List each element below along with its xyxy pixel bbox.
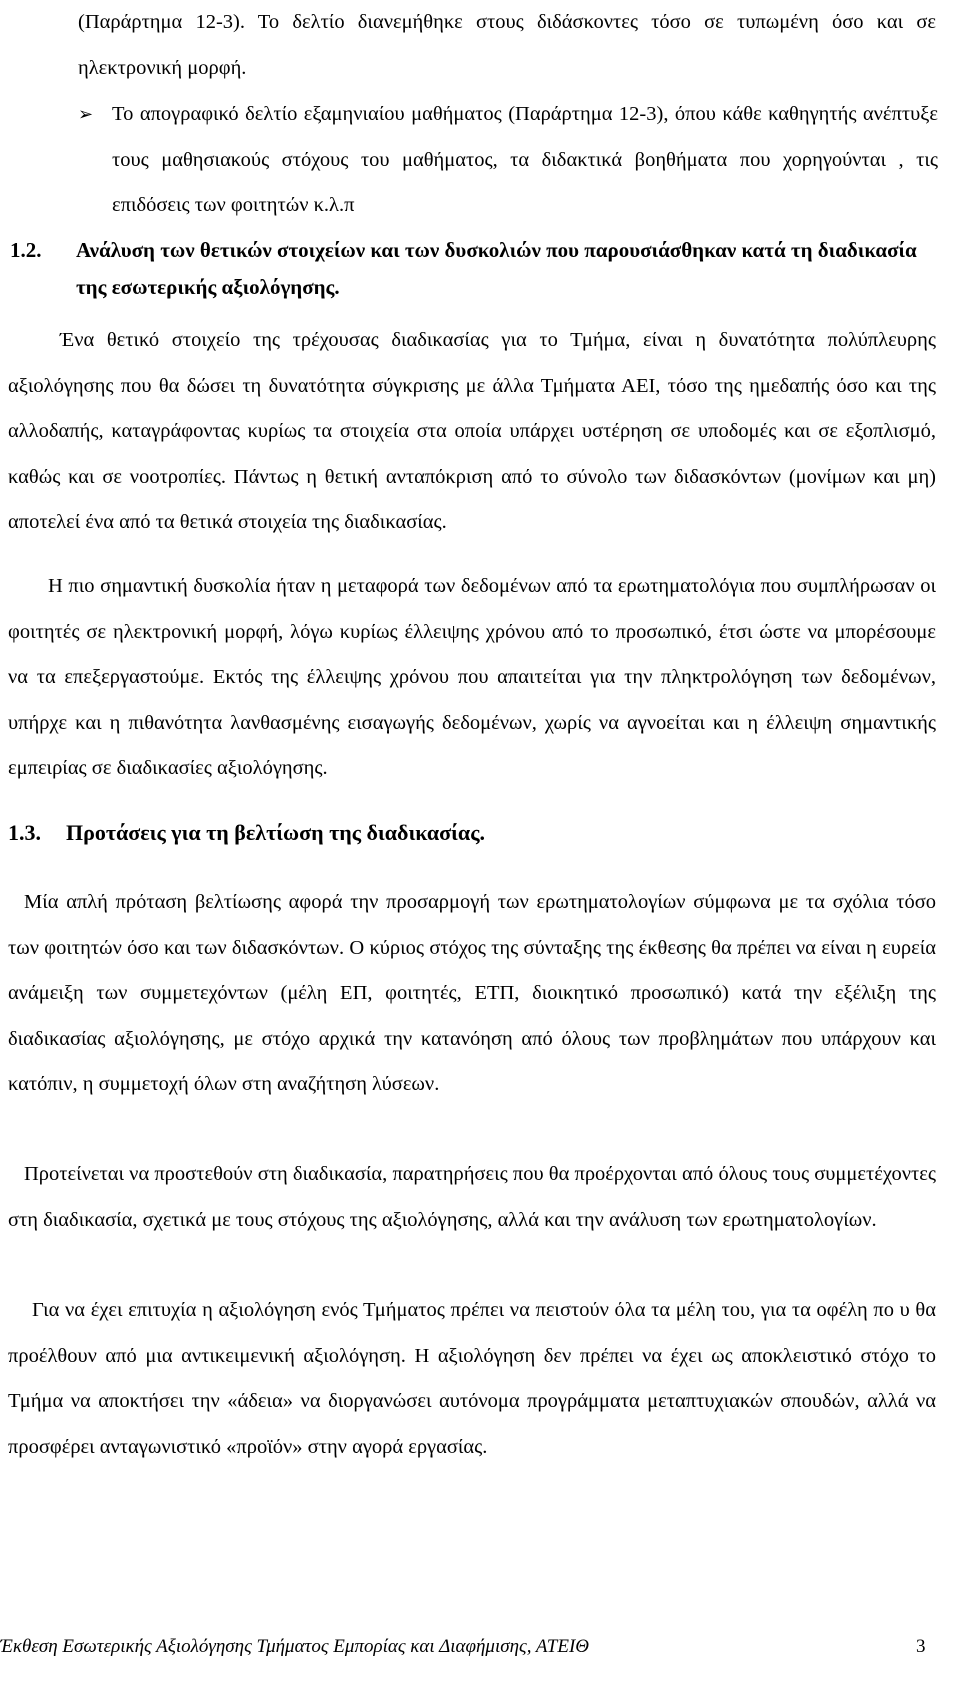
- paragraph-proposal: Μία απλή πρόταση βελτίωσης αφορά την προσαρμογή των ερωτηματολογίων σύμφωνα με τα σχόλια τόσο των φοιτητών όσο και των διδασκόντων. Ο κύριος στόχος της σύνταξης της έκθεσης θα πρέπει να είναι η ευρεία ανάμειξη των συμμετεχόντων (μέλη ΕΠ, φοιτητές, ΕΤΠ, διοικητικό προσωπικό) κατά την εξέλιξη της διαδικασίας αξιολόγησης, με στόχο αρχικά την κατανόηση από όλους των προβλημάτων που υπάρχουν και κατόπιν, η συμμετοχή όλων στη αναζήτηση λύσεων.: [8, 891, 936, 1095]
- paragraph-positive: Ένα θετικό στοιχείο της τρέχουσας διαδικασίας για το Τμήμα, είναι η δυνατότητα πολύπλευρης αξιολόγησης που θα δώσει τη δυνατότητα σύγκρισης με άλλα Τμήματα ΑΕΙ, τόσο της ημεδαπής όσο και της αλλοδαπής, καταγράφοντας κυρίως τα στοιχεία στα οποία υπάρχει υστέρηση σε υποδομές και σε εξοπλισμό, καθώς και σε νοοτροπίες. Πάντως η θετική ανταπόκριση από το σύνολο των διδασκόντων (μονίμων και μη) αποτελεί ένα από τα θετικά στοιχεία της διαδικασίας.: [8, 329, 936, 533]
- arrow-bullet-icon: ➢: [78, 104, 94, 125]
- intro-paragraph: (Παράρτημα 12-3). Το δελτίο διανεμήθηκε στους διδάσκοντες τόσο σε τυπωμένη όσο και σε ηλεκτρονική μορφή.: [78, 11, 936, 79]
- bullet-text: Το απογραφικό δελτίο εξαμηνιαίου μαθήματος (Παράρτημα 12-3), όπου κάθε καθηγητής ανέπτυξε τους μαθησιακούς στόχους του μαθήματος, τα διδακτικά βοηθήματα που χορηγούνται , τις επιδόσεις των φοιτητών κ.λ.π: [112, 103, 938, 216]
- section-number: 1.2.: [10, 238, 42, 262]
- paragraph-difficulty: Η πιο σημαντική δυσκολία ήταν η μεταφορά των δεδομένων από τα ερωτηματολόγια που συμπλήρωσαν οι φοιτητές σε ηλεκτρονική μορφή, λόγω κυρίως έλλειψης χρόνου από το προσωπικό, έτσι ώστε να μπορέσουμε να τα επεξεργαστούμε. Εκτός της έλλειψης χρόνου που απαιτείται για την πληκτρολόγηση των δεδομένων, υπήρχε και η πιθανότητα λανθασμένης εισαγωγής δεδομένων, χωρίς να αγνοείται και η έλλειψη σημαντικής εμπειρίας σε διαδικασίες αξιολόγησης.: [8, 575, 936, 779]
- paragraph-success: Για να έχει επιτυχία η αξιολόγηση ενός Τμήματος πρέπει να πειστούν όλα τα μέλη του, για τα οφέλη πο υ θα προέλθουν από μια αντικειμενική αξιολόγηση. Η αξιολόγηση δεν πρέπει να έχει ως αποκλειστικό στόχο το Τμήμα να αποκτήσει την «άδεια» να διοργανώσει αυτόνομα προγράμματα μεταπτυχιακών σπουδών, αλλά να προσφέρει ανταγωνιστικό «προϊόν» στην αγορά εργασίας.: [8, 1299, 936, 1458]
- footer-text: Έκθεση Εσωτερικής Αξιολόγησης Τμήματος Εμπορίας και Διαφήμισης, ΑΤΕΙΘ: [0, 1636, 590, 1657]
- section-number: 1.3.: [8, 820, 41, 845]
- page-footer: [0, 1632, 960, 1662]
- paragraph-observations: Προτείνεται να προστεθούν στη διαδικασία, παρατηρήσεις που θα προέρχονται από όλους τους συμμετέχοντες στη διαδικασία, σχετικά με τους στόχους της αξιολόγησης, αλλά και την ανάλυση των ερωτηματολογίων.: [8, 1163, 936, 1231]
- section-title: Ανάλυση των θετικών στοιχείων και των δυσκολιών που παρουσιάσθηκαν κατά τη διαδικασία της εσωτερικής αξιολόγησης.: [76, 238, 917, 299]
- page-number: 3: [916, 1636, 926, 1657]
- section-title: Προτάσεις για τη βελτίωση της διαδικασίας.: [66, 820, 485, 845]
